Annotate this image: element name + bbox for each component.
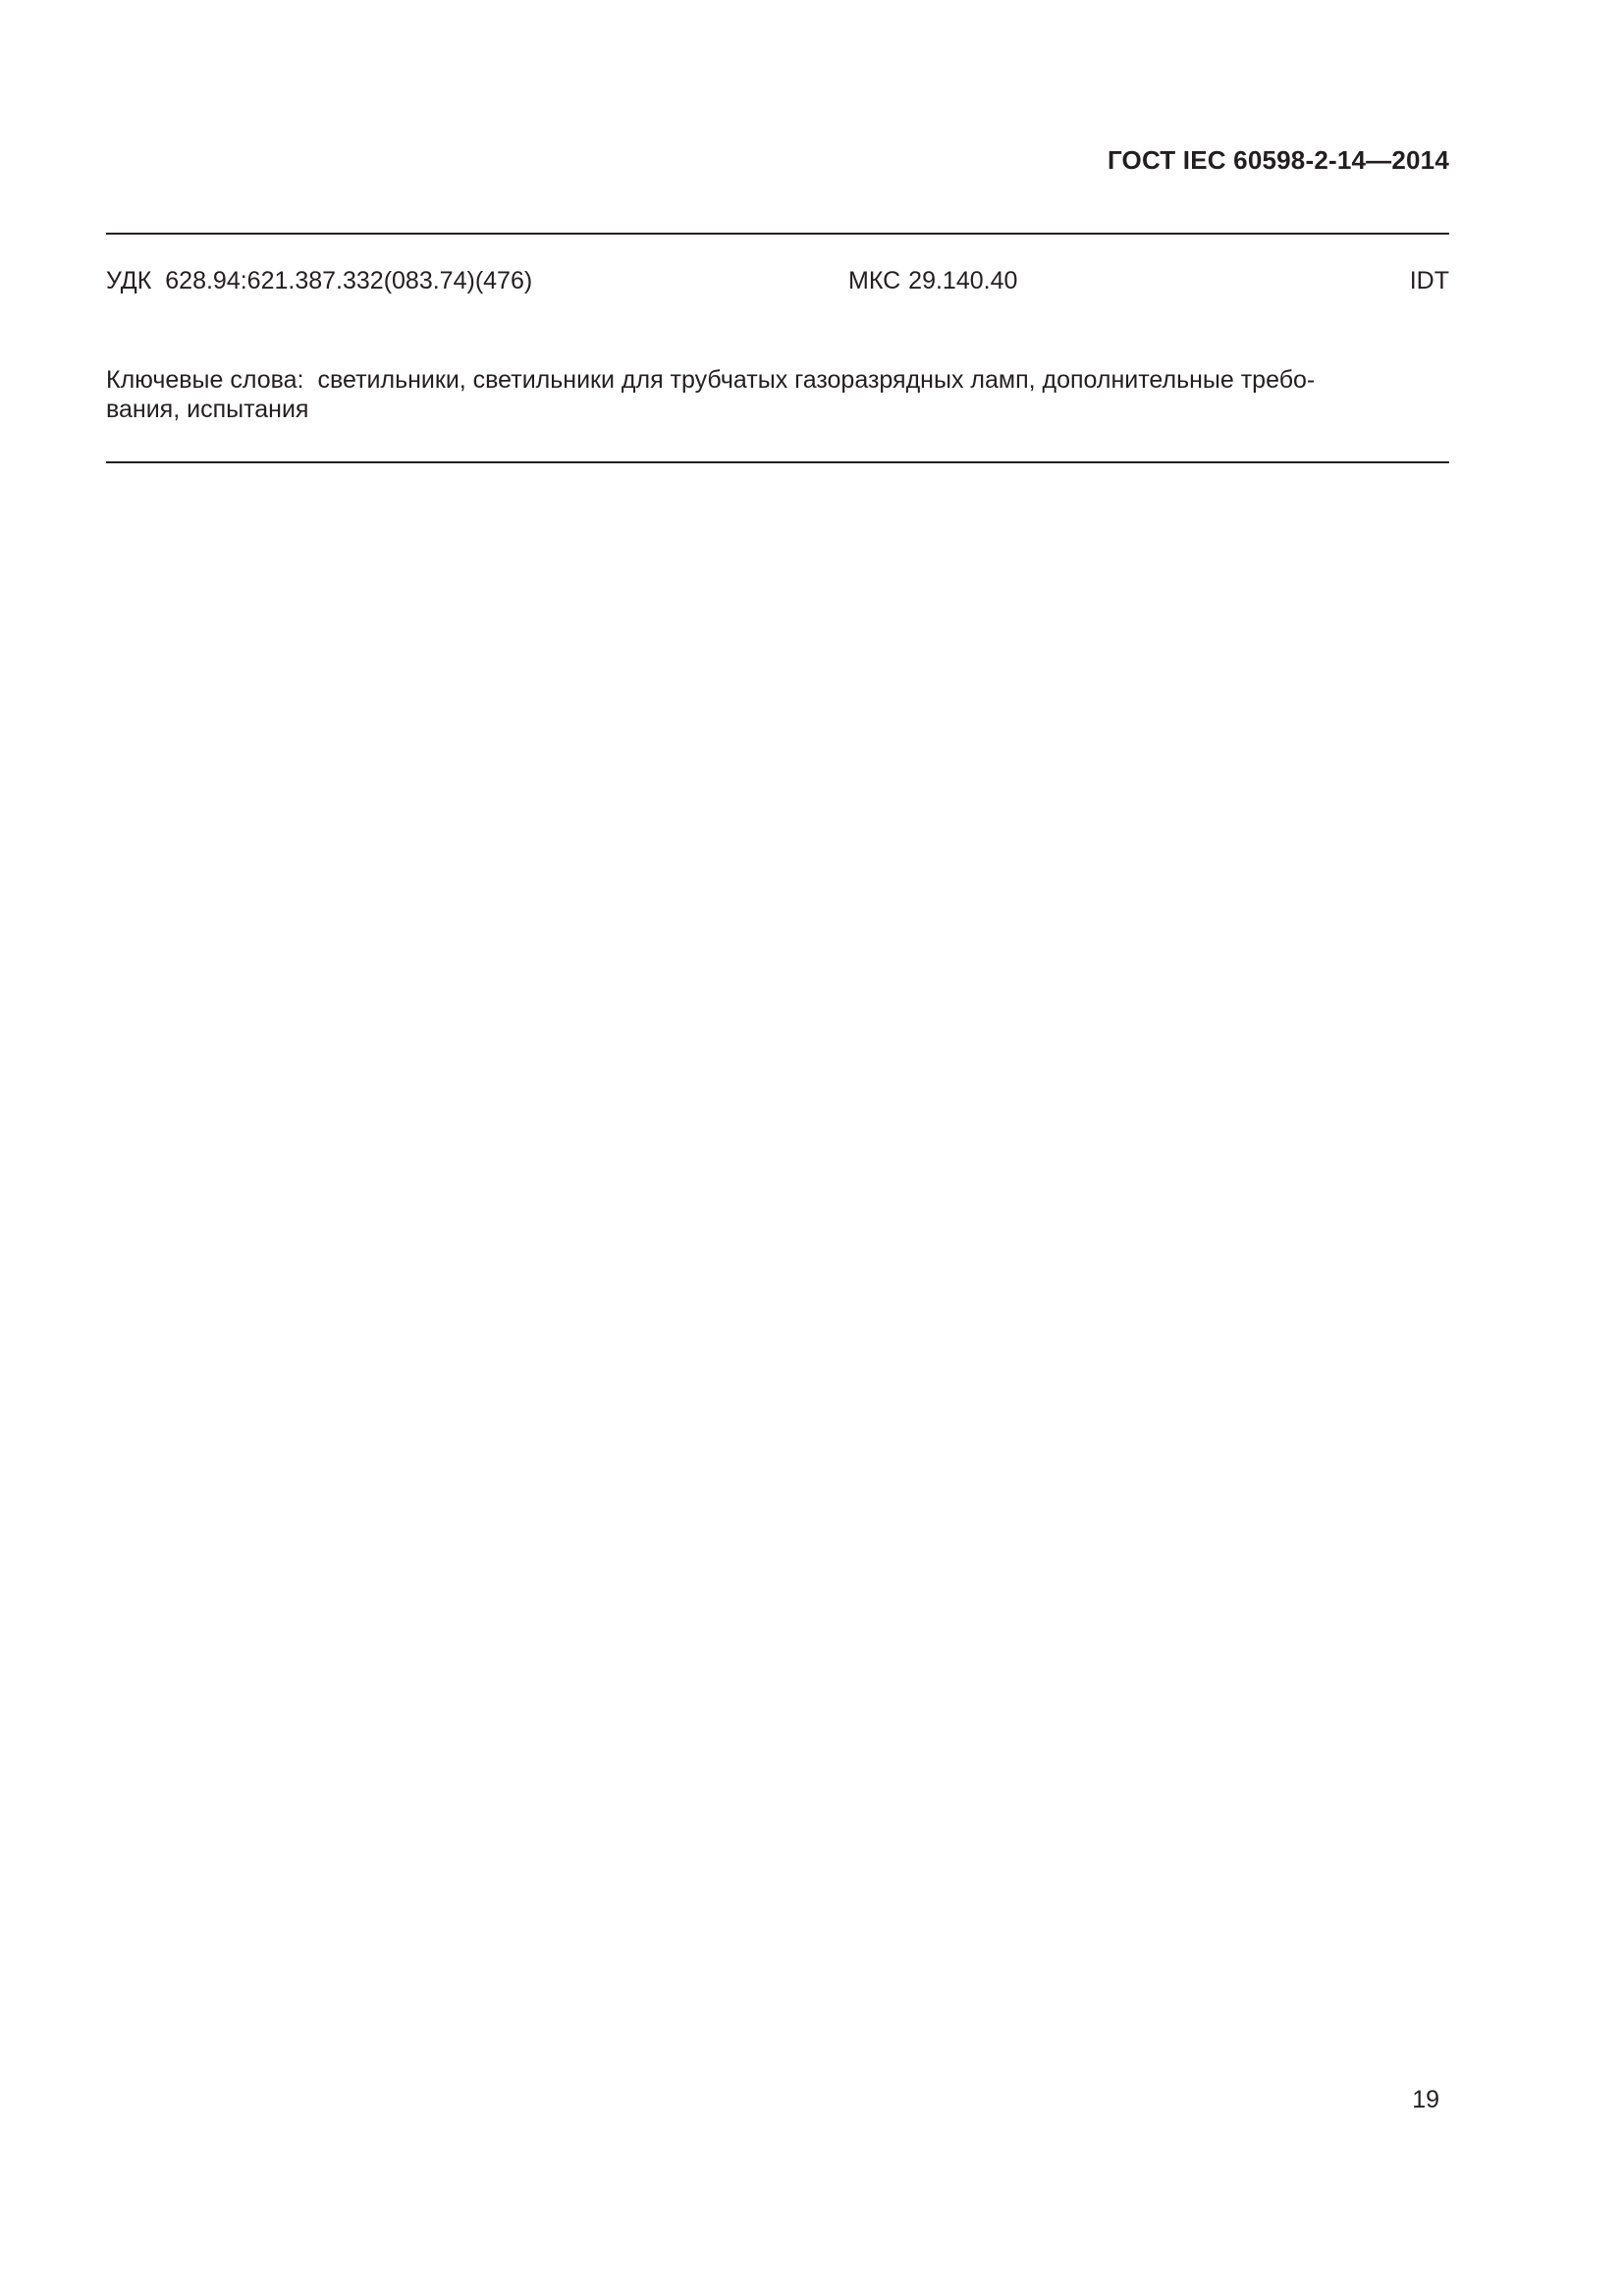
ics-value: 29.140.40 bbox=[908, 267, 1018, 294]
udc-value: 628.94:621.387.332(083.74)(476) bbox=[165, 267, 533, 294]
classification-row bbox=[106, 267, 1449, 300]
page-number: 19 bbox=[1412, 2086, 1439, 2113]
ics-code bbox=[848, 267, 1017, 295]
standard-designation: ГОСТ IEC 60598-2-14—2014 bbox=[1107, 145, 1449, 175]
udc-label: УДК bbox=[106, 267, 152, 294]
keywords-block bbox=[106, 365, 1449, 424]
keywords-line-2: вания, испытания bbox=[106, 396, 309, 423]
bottom-rule bbox=[106, 461, 1449, 463]
keywords-label: Ключевые слова: bbox=[106, 366, 304, 394]
ics-label: МКС bbox=[848, 267, 901, 294]
keywords-line-1 bbox=[106, 365, 1449, 395]
udc-code bbox=[106, 267, 532, 295]
keywords-text-1: светильники, светильники для трубчатых газоразрядных ламп, дополнительные требо- bbox=[317, 366, 1316, 394]
degree-of-correspondence: IDT bbox=[1409, 267, 1449, 294]
top-rule bbox=[106, 233, 1449, 235]
